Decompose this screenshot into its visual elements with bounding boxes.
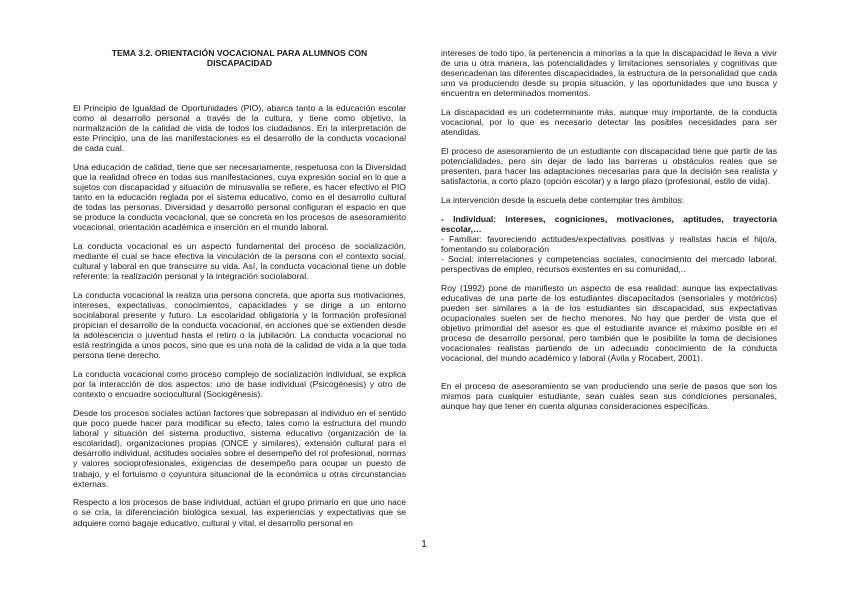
paragraph: intereses de todo tipo, la pertenencia a minorías a la que la discapacidad le lleva a vivir de una u otra manera, las potencialidades y limitaciones sensoriales y cognitivas que desencadenan las diferentes discapacidades, la estructura de la personalidad que cada uno va produciendo desde su propia situación, y las oportunidades que uno busca y encuentra en determinados momentos. [441, 48, 777, 99]
paragraph: Desde los procesos sociales actúan factores que sobrepasan al individuo en el sentido que poco puede hacer para modificar su efecto, tales como la estructura del mundo laboral y situación del sistema productivo, sistema educativo (organización de la escolaridad), organizaciones propias (ONCE y similares), extensión cultural para el desarrollo individual, actitudes sociales sobre el desempeño del rol profesional, normas y valores socioprofesionales, exigencias de desempeño para ocupar un puesto de trabajo, y el fortuismo o coyuntura situacional de la económica u otras circunstancias externas. [73, 408, 406, 489]
left-column [73, 48, 406, 536]
paragraph: La conducta vocacional como proceso complejo de socialización individual, se explica por la interacción de dos aspectos: uno de base individual (Psicogénesis) y otro de contexto o encuadre sociocultural (Sociogénesis). [73, 369, 406, 400]
page-number: 1 [421, 539, 427, 550]
paragraph: La conducta vocacional la realiza una persona concreta, que aporta sus motivaciones, intereses, expectativas, conocimientos, capacidades y se dirige a un entorno sociolaboral presente y futuro. La escolaridad obligatoria y la formación profesional propician el desarrollo de la conducta vocacional, en acciones que se extienden desde la adolescencia o juventud hasta el retiro o la jubilación. La conducta vocacional no está restringida a unos pocos, sino que es una nota de la calidad de vida a la que toda persona tiene derecho. [73, 289, 406, 361]
paragraph: La intervención desde la escuela debe contemplar tres ámbitos: [441, 194, 685, 205]
list-item: - Individual: intereses, cogniciones, motivaciones, aptitudes, trayectoria escolar,… [441, 213, 777, 234]
paragraph: El proceso de asesoramiento de un estudiante con discapacidad tiene que partir de las potencialidades, pero sin dejar de lado las barreras u obstáculos reales que se presenten, para hacer las adaptaciones necesarias para que la decisión sea realista y satisfactoria, a corto plazo (opción escolar) y a largo plazo (profesional, estilo de vida). [441, 145, 777, 187]
paragraph: Roy (1992) pone de manifiesto un aspecto de esa realidad: aunque las expectativas educativas de una parte de los estudiantes discapacitados (sensoriales y motóricos) pueden ser similares a la de los estudiantes sin discapacidad, sus expectativas ocupacionales suelen ser de hecho menores. No hay que perder de vista que el objetivo primordial del asesor es que el estudiante avance el máximo posible en el proceso de desarrollo personal, pero también que le posibilite la toma de decisiones vocacionales realistas partiendo de un adecuado conocimiento de la conducta vocacional, del mundo académico y laboral (Ávila y Rocabert, 2001). [441, 282, 777, 364]
paragraph: Respecto a los procesos de base individual, actúan el grupo primario en que uno nace o se cría, la diferenciación biológica sexual, las experiencias y expectativas que se adquiere como bagaje educativo, cultural y vital, el desarrollo personal en [73, 497, 406, 528]
paragraph: El Principio de Igualdad de Oportunidades (PIO), abarca tanto a la educación escolar como al desarrollo personal a través de la cultura, y tiene como objetivo, la normalización de la calidad de vida de todos los ciudadanos. En la interpretación de este Principio, una de las manifestaciones es el desarrollo de la conducta vocacional de cada cual. [73, 102, 406, 153]
paragraph: En el proceso de asesoramiento se van produciendo una serie de pasos que son los mismos para cualquier estudiante, sean cuales sean sus condiciones personales, aunque hay que tener en cuenta algunas consideraciones específicas. [441, 380, 777, 411]
scope-list [441, 214, 777, 275]
right-column [441, 48, 777, 419]
page-title: TEMA 3.2. ORIENTACIÓN VOCACIONAL PARA ALUMNOS CON DISCAPACIDAD [111, 48, 368, 69]
paragraph: La discapacidad es un codeterminante más, aunque muy importante, de la conducta vocacional, por lo que es necesario detectar las posibles necesidades para ser atendidas. [441, 107, 777, 138]
paragraph: Una educación de calidad, tiene que ser necesariamente, respetuosa con la Diversidad que la realidad ofrece en todas sus manifestaciones, cuya expresión social en lo que a sujetos con discapacidad y situación de minusvalía se refiere, es hacer efectivo el PIO tanto en la educación reglada por el sistema educativo, como es el desarrollo cultural de todas las personas. Diversidad y desarrollo personal configuran el espacio en que se produce la conducta vocacional, que se concreta en los procesos de asesoramiento vocacional, orientación académica e inserción en el mundo laboral. [73, 161, 406, 233]
paragraph: La conducta vocacional es un aspecto fundamental del proceso de socialización, mediante el cual se hace efectiva la vinculación de la persona con el contexto social, cultural y laboral en que transcurre su vida. Así, la conducta vocacional tiene un doble referente: la realización personal y la integración sociolaboral. [73, 240, 406, 282]
list-item: - Social: interrelaciones y competencias sociales, conocimiento del mercado laboral, perspectivas de empleo, recursos existentes en su comunidad,.. [441, 253, 777, 275]
list-item: - Familiar: favoreciendo actitudes/expectativas positivas y realistas hacia el hijo/a, fomentando su colaboración [441, 233, 777, 254]
